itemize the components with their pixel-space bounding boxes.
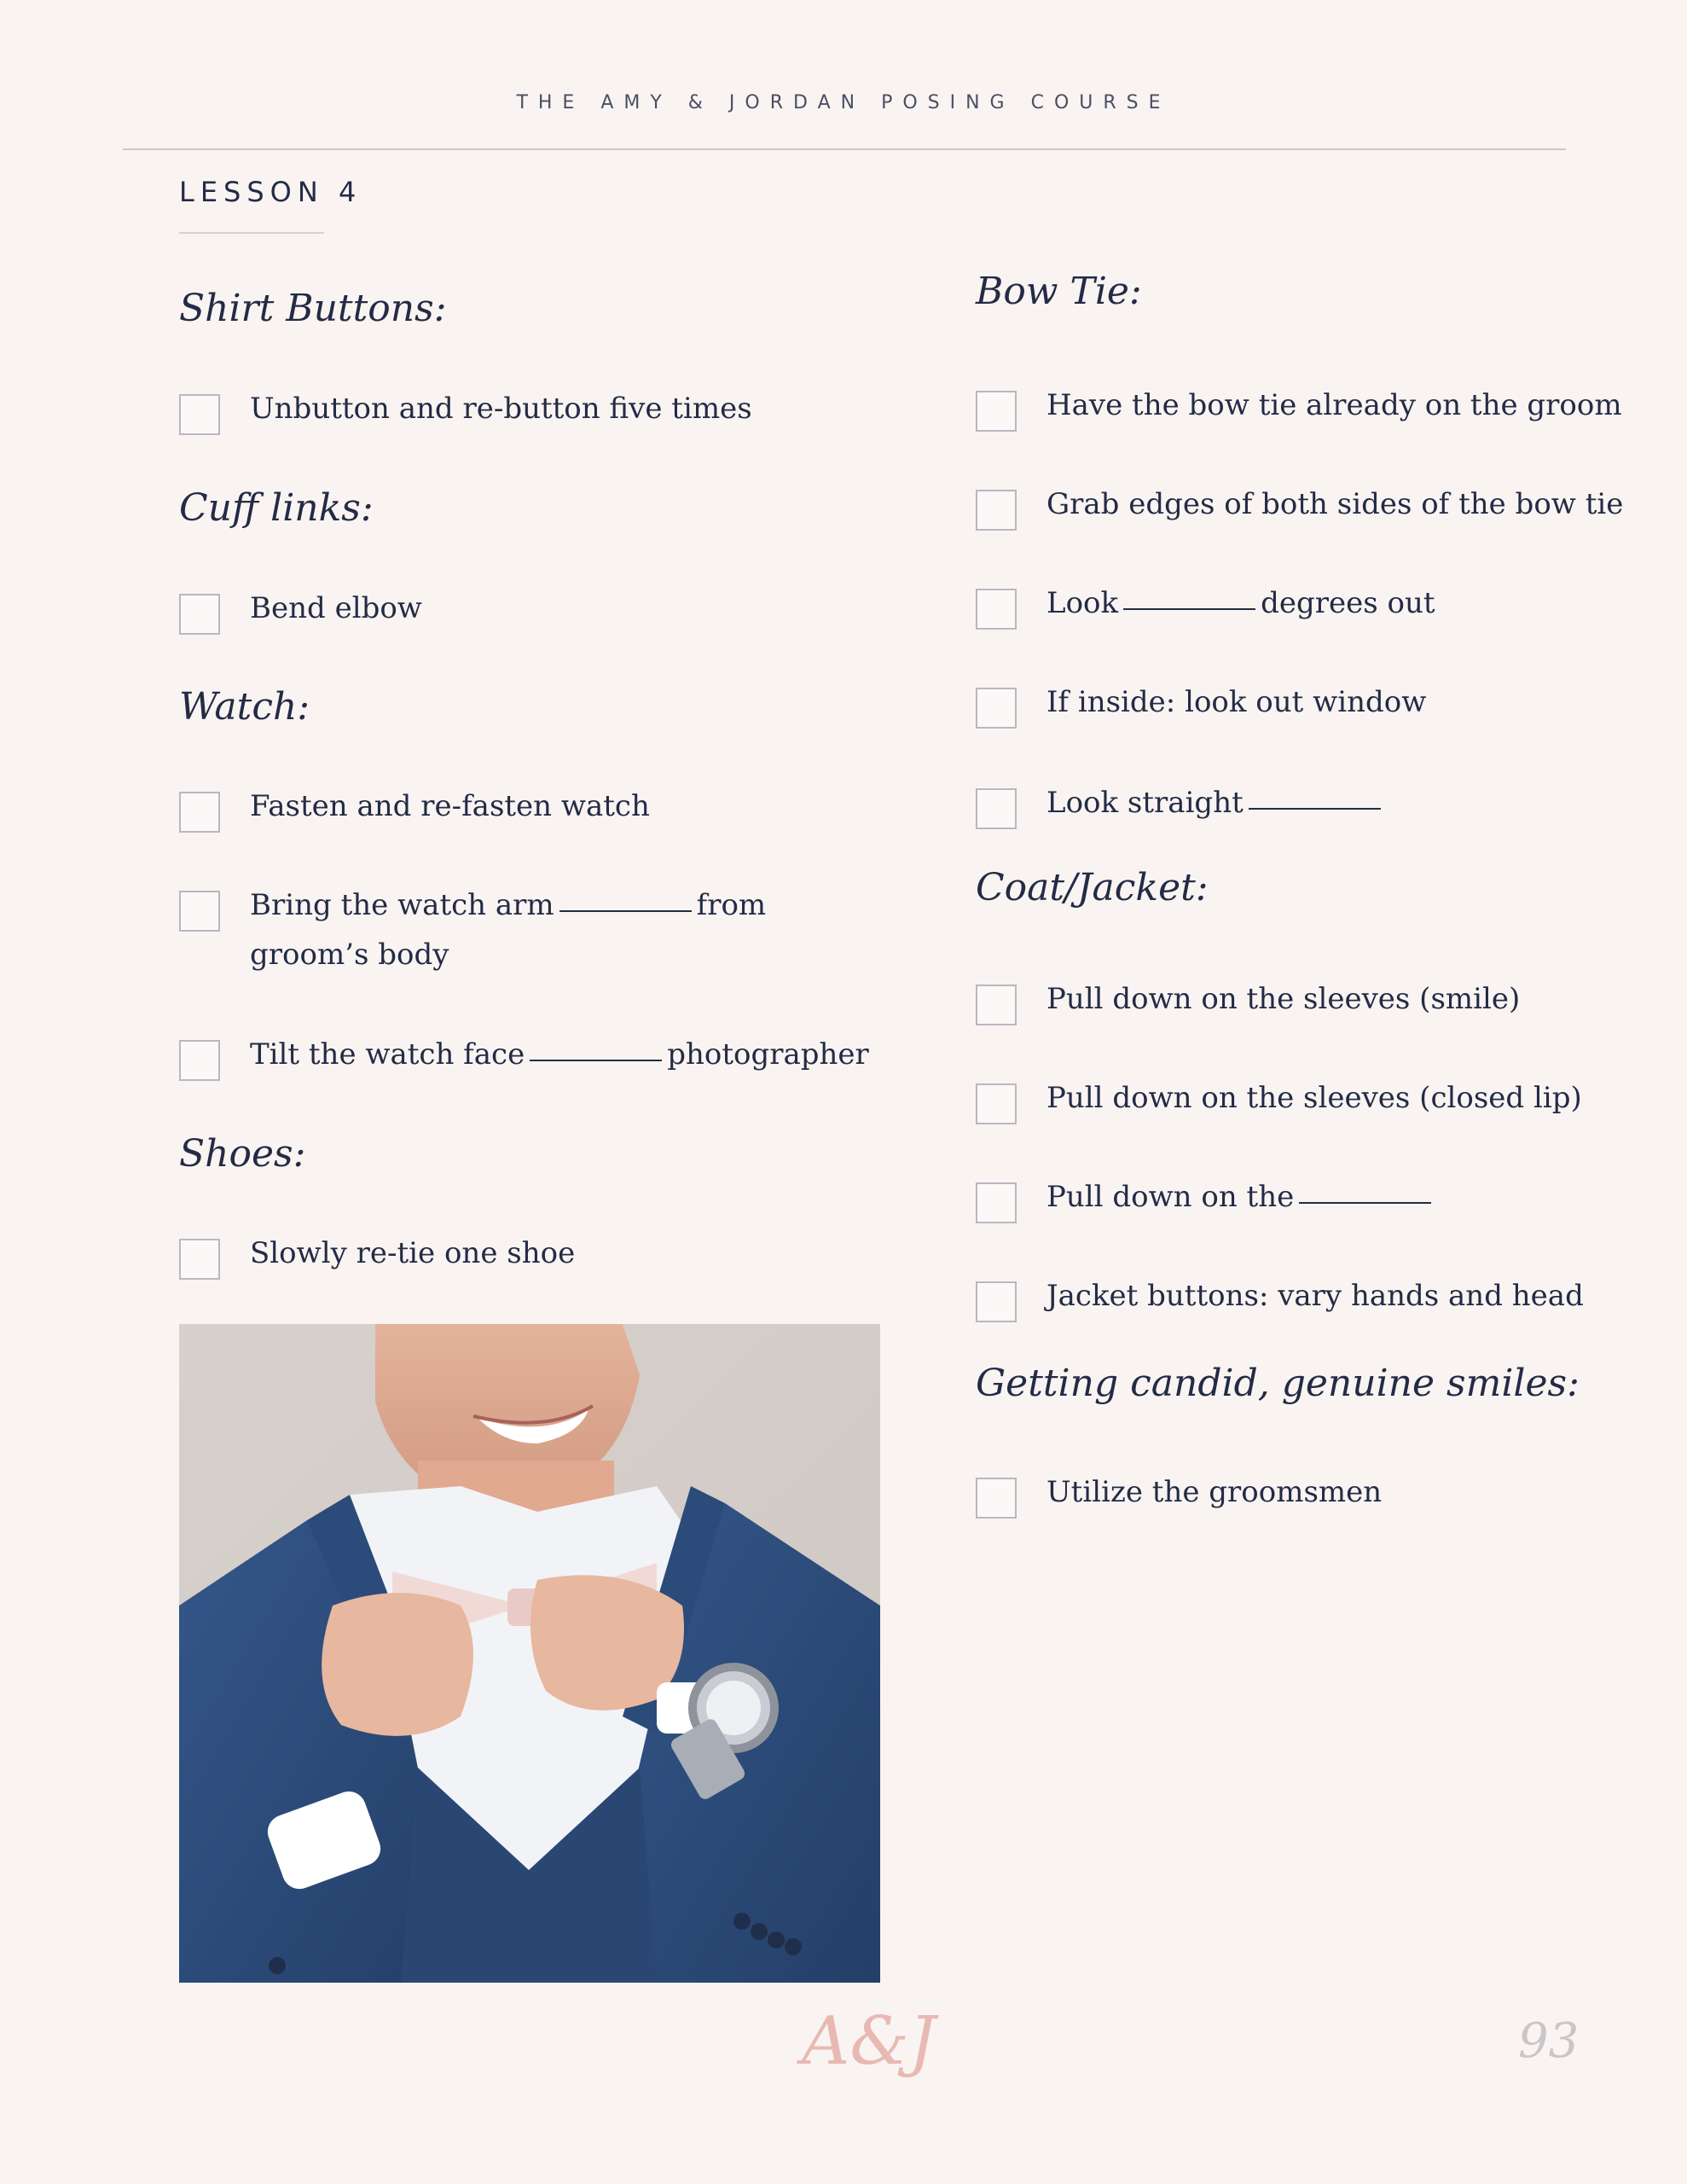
checklist-item[interactable] (976, 1181, 1436, 1223)
checklist-item[interactable] (976, 983, 1520, 1025)
checkbox[interactable] (976, 490, 1017, 531)
monogram-logo: A&J (802, 2003, 936, 2080)
groom-photo (179, 1324, 880, 1983)
checkbox[interactable] (179, 394, 220, 435)
section-title-bow-tie: Bow Tie: (976, 270, 1142, 313)
item-text: Bend elbow (250, 591, 422, 625)
page-number: 93 (1518, 2013, 1580, 2069)
section-title-smiles: Getting candid, genuine smiles: (976, 1362, 1580, 1405)
section-title-coat-jacket: Coat/Jacket: (976, 866, 1209, 909)
checklist-item[interactable] (976, 488, 1623, 531)
fill-in-blank (530, 1059, 662, 1061)
item-text: Unbutton and re-button five times (250, 392, 752, 426)
checkbox[interactable] (976, 688, 1017, 729)
lesson-divider (179, 232, 324, 234)
item-text-after: from groom’s body (250, 888, 767, 972)
item-text-after: photographer (667, 1037, 869, 1072)
item-text (250, 1030, 869, 1079)
checkbox[interactable] (179, 1040, 220, 1081)
item-text: Grab edges of both sides of the bow tie (1046, 487, 1624, 521)
item-text (1046, 1172, 1436, 1222)
lesson-label: LESSON 4 (179, 176, 362, 208)
checkbox[interactable] (179, 594, 220, 635)
header-title: THE AMY & JORDAN POSING COURSE (516, 92, 1171, 113)
checkbox[interactable] (976, 391, 1017, 432)
section-title-cuff-links: Cuff links: (179, 486, 374, 530)
checkbox[interactable] (976, 1478, 1017, 1519)
section-title-shoes: Shoes: (179, 1132, 306, 1176)
header-divider (123, 148, 1566, 150)
checklist-item[interactable] (179, 392, 752, 435)
checklist-item[interactable] (976, 1082, 1582, 1124)
checkbox[interactable] (179, 1239, 220, 1280)
item-text-before: Look (1046, 586, 1119, 620)
item-text: Utilize the groomsmen (1046, 1475, 1383, 1509)
item-text (250, 880, 813, 979)
item-text: Pull down on the sleeves (smile) (1046, 982, 1521, 1016)
item-text: Slowly re-tie one shoe (250, 1236, 576, 1270)
fill-in-blank (1123, 607, 1255, 610)
item-text: If inside: look out window (1046, 685, 1427, 719)
checklist-item[interactable] (976, 587, 1435, 630)
fill-in-blank (1249, 807, 1381, 810)
checklist-item[interactable] (976, 686, 1426, 729)
checkbox[interactable] (976, 1083, 1017, 1124)
checkbox[interactable] (976, 589, 1017, 630)
checklist-item[interactable] (179, 790, 650, 833)
checklist-item[interactable] (976, 1476, 1382, 1519)
item-text-before: Look straight (1046, 786, 1244, 820)
fill-in-blank (559, 909, 692, 912)
checkbox[interactable] (976, 788, 1017, 829)
checklist-item[interactable] (976, 1280, 1584, 1322)
checklist-item[interactable] (179, 592, 422, 635)
item-text (1046, 578, 1435, 628)
checklist-item[interactable] (179, 889, 813, 979)
checklist-item[interactable] (179, 1038, 869, 1081)
section-title-shirt-buttons: Shirt Buttons: (179, 287, 447, 330)
item-text: Jacket buttons: vary hands and head (1046, 1279, 1584, 1313)
checkbox[interactable] (976, 1281, 1017, 1322)
checklist-item[interactable] (976, 787, 1386, 829)
checklist-item[interactable] (179, 1237, 575, 1280)
item-text (1046, 778, 1386, 828)
checkbox[interactable] (976, 985, 1017, 1025)
item-text: Fasten and re-fasten watch (250, 789, 650, 823)
item-text-before: Tilt the watch face (250, 1037, 525, 1072)
item-text-before: Bring the watch arm (250, 888, 554, 922)
checkbox[interactable] (179, 792, 220, 833)
section-title-watch: Watch: (179, 685, 310, 729)
checkbox[interactable] (179, 891, 220, 932)
checklist-item[interactable] (976, 389, 1622, 432)
checkbox[interactable] (976, 1182, 1017, 1223)
item-text: Pull down on the sleeves (closed lip) (1046, 1081, 1582, 1115)
item-text-before: Pull down on the (1046, 1180, 1295, 1214)
fill-in-blank (1299, 1201, 1431, 1204)
item-text: Have the bow tie already on the groom (1046, 388, 1622, 422)
item-text-after: degrees out (1261, 586, 1435, 620)
